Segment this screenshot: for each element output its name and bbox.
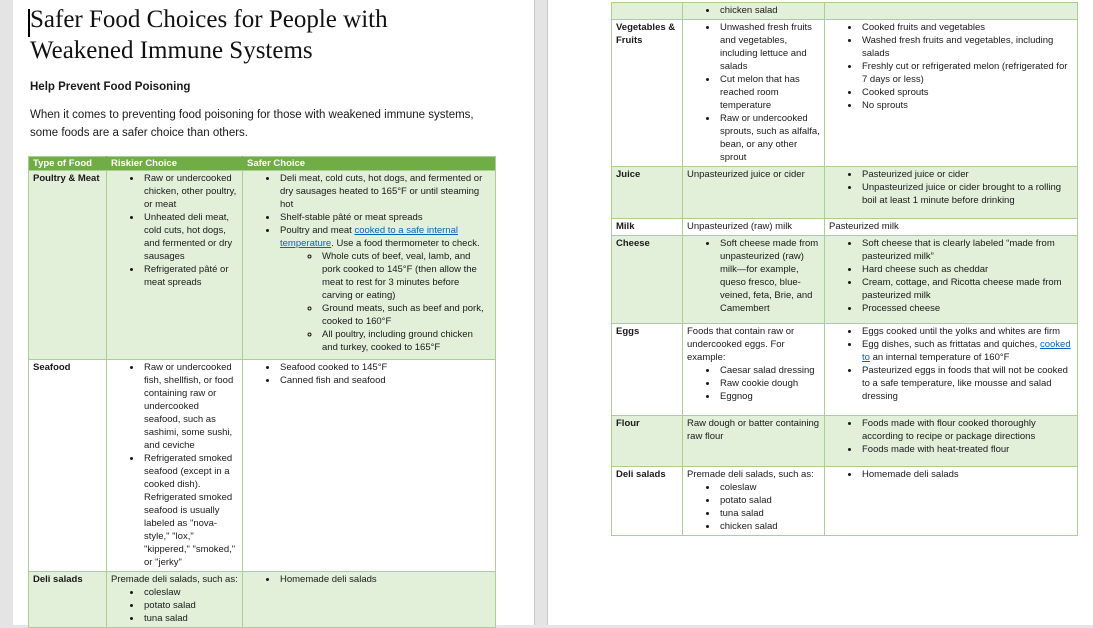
page-title: Safer Food Choices for People with Weakened Immune Systems <box>30 6 388 64</box>
document-page-1 <box>13 0 535 625</box>
bullet-item: • Cream, cottage, and Ricotta cheese made from pasteurized milk <box>860 276 1073 302</box>
riskier-cell <box>107 359 243 571</box>
bullet-item: • Foods made with flour cooked thoroughly according to recipe or package directions <box>860 417 1073 443</box>
bullet-list <box>111 361 238 569</box>
food-type-cell <box>612 3 683 20</box>
bullet-item: • Cooked fruits and vegetables <box>860 21 1073 34</box>
bullet-item: • Eggnog <box>718 390 820 403</box>
bullet-item: • Raw or undercooked chicken, other poultry, or meat <box>142 172 238 211</box>
bullet-item <box>860 338 1073 364</box>
bullet-list <box>111 586 238 625</box>
bullet-item: • Soft cheese made from unpasteurized (raw) milk—for example, queso fresco, blue-veined, feta, Brie, and Camembert <box>718 237 820 315</box>
bullet-list <box>247 361 491 387</box>
bullet-list <box>687 481 820 533</box>
table-row-seafood <box>29 359 496 571</box>
food-safety-table-page2 <box>611 2 1078 536</box>
riskier-cell <box>683 167 825 219</box>
riskier-cell <box>683 467 825 536</box>
bullet-item: • chicken salad <box>718 4 820 17</box>
bullet-item: • coleslaw <box>718 481 820 494</box>
bullet-item: • Refrigerated smoked seafood (except in a cooked dish). Refrigerated smoked seafood is usually labeled as "nova-style," "lox," "kippered," "smoked," or "jerky" <box>142 452 238 569</box>
bullet-list <box>687 364 820 403</box>
bullet-item: • Freshly cut or refrigerated melon (refrigerated for 7 days or less) <box>860 60 1073 86</box>
safer-cell <box>825 20 1078 167</box>
text-run: an internal temperature of 160°F <box>869 352 1010 363</box>
food-type-cell: Milk <box>612 219 683 236</box>
safer-cell <box>825 3 1078 20</box>
food-type-cell: Cheese <box>612 236 683 324</box>
bullet-item: • Deli meat, cold cuts, hot dogs, and fermented or dry sausages heated to 165°F or until steaming hot <box>278 172 491 211</box>
food-type-cell: Poultry & Meat <box>29 170 107 359</box>
column-header-riskier-choice: Riskier Choice <box>107 156 243 170</box>
riskier-cell <box>107 170 243 359</box>
table-row-eggs <box>612 324 1078 416</box>
table-row-milk <box>612 219 1078 236</box>
bullet-list <box>829 468 1073 481</box>
bullet-item: • Unwashed fresh fruits and vegetables, including lettuce and salads <box>718 21 820 73</box>
cell-lead-text: Raw dough or batter containing raw flour <box>687 418 820 442</box>
bullet-item: • Homemade deli salads <box>860 468 1073 481</box>
food-type-cell: Deli salads <box>29 571 107 627</box>
safer-cell <box>243 359 496 571</box>
bullet-item: • potato salad <box>142 599 238 612</box>
bullet-item: • Unheated deli meat, cold cuts, hot dogs, and fermented or dry sausages <box>142 211 238 263</box>
bullet-item: • Shelf-stable pâté or meat spreads <box>278 211 491 224</box>
bullet-item: • Soft cheese that is clearly labeled “made from pasteurized milk” <box>860 237 1073 263</box>
bullet-list <box>687 4 820 17</box>
cell-lead-text: Pasteurized milk <box>829 221 899 232</box>
table-row-poultry-meat <box>29 170 496 359</box>
food-type-cell: Eggs <box>612 324 683 416</box>
table-row-deli-salads-continued <box>612 3 1078 20</box>
safer-cell <box>243 170 496 359</box>
text-cursor <box>28 9 30 37</box>
bullet-item: ◦ Whole cuts of beef, veal, lamb, and pork cooked to 145°F (then allow the meat to rest for 3 minutes before carving or eating) <box>320 250 491 302</box>
cell-lead-text: Premade deli salads, such as: <box>111 573 238 585</box>
bullet-item: • Cut melon that has reached room temperature <box>718 73 820 112</box>
table-row-juice <box>612 167 1078 219</box>
text-run: . Use a food thermometer to check. <box>331 237 480 249</box>
cell-lead-text: Unpasteurized (raw) milk <box>687 221 793 232</box>
bullet-item: • Processed cheese <box>860 302 1073 315</box>
cell-lead-text: Unpasteurized juice or cider <box>687 169 805 180</box>
intro-paragraph: When it comes to preventing food poisoning for those with weakened immune systems, some foods are a safer choice than others. <box>30 109 474 140</box>
sub-bullet-list <box>280 250 491 354</box>
bullet-list <box>829 168 1073 207</box>
bullet-item: • Washed fresh fruits and vegetables, including salads <box>860 34 1073 60</box>
bullet-item <box>278 224 491 354</box>
bullet-list <box>687 237 820 315</box>
bullet-list <box>687 21 820 164</box>
bullet-item: • Seafood cooked to 145°F <box>278 361 491 374</box>
table-row-flour <box>612 416 1078 467</box>
riskier-cell <box>683 324 825 416</box>
bullet-item: • Hard cheese such as cheddar <box>860 263 1073 276</box>
bullet-item: • chicken salad <box>718 520 820 533</box>
bullet-item: • tuna salad <box>718 507 820 520</box>
safer-cell <box>243 571 496 627</box>
bullet-item: • Canned fish and seafood <box>278 374 491 387</box>
riskier-cell <box>683 416 825 467</box>
table-row-deli-salads-2 <box>612 467 1078 536</box>
page1-content <box>13 4 534 628</box>
food-safety-table-page1 <box>28 156 496 628</box>
bullet-item: • Eggs cooked until the yolks and whites are firm <box>860 325 1073 338</box>
document-page-2 <box>547 0 1093 625</box>
bullet-item: • Cooked sprouts <box>860 86 1073 99</box>
riskier-cell <box>107 571 243 627</box>
bullet-list <box>247 573 491 586</box>
table-row-cheese <box>612 236 1078 324</box>
hyperlink[interactable]: cooked to <box>862 339 1071 363</box>
bullet-item: • tuna salad <box>142 612 238 625</box>
bullet-item: • Refrigerated pâté or meat spreads <box>142 263 238 289</box>
text-run: Poultry and meat <box>280 224 355 236</box>
bullet-item: • No sprouts <box>860 99 1073 112</box>
bullet-item: • Raw or undercooked fish, shellfish, or food containing raw or undercooked seafood, such as sashimi, some sushi, and ceviche <box>142 361 238 452</box>
riskier-cell <box>683 219 825 236</box>
bullet-item: • Pasteurized eggs in foods that will not be cooked to a safe temperature, like mousse and salad dressing <box>860 364 1073 403</box>
bullet-list <box>829 417 1073 456</box>
cell-lead-text: Foods that contain raw or undercooked eggs. For example: <box>687 326 795 363</box>
safer-cell <box>825 219 1078 236</box>
food-type-cell: Vegetables & Fruits <box>612 20 683 167</box>
safer-cell <box>825 324 1078 416</box>
bullet-item: • Caesar salad dressing <box>718 364 820 377</box>
safer-cell <box>825 467 1078 536</box>
table-header-row <box>29 156 496 170</box>
riskier-cell <box>683 3 825 20</box>
safer-cell <box>825 236 1078 324</box>
food-type-cell: Seafood <box>29 359 107 571</box>
text-run: Egg dishes, such as frittatas and quiches, <box>862 339 1040 350</box>
section-heading: Help Prevent Food Poisoning <box>30 81 191 93</box>
bullet-item: ◦ All poultry, including ground chicken and turkey, cooked to 165°F <box>320 328 491 354</box>
safer-cell <box>825 167 1078 219</box>
cell-lead-text: Premade deli salads, such as: <box>687 469 814 480</box>
bullet-list <box>829 21 1073 112</box>
bullet-list <box>829 325 1073 403</box>
column-header-safer-choice: Safer Choice <box>243 156 496 170</box>
food-type-cell: Juice <box>612 167 683 219</box>
table-row-deli-salads <box>29 571 496 627</box>
hyperlink[interactable]: cooked to a safe internal temperature <box>280 224 458 249</box>
bullet-item: • Unpasteurized juice or cider brought to a rolling boil at least 1 minute before drinking <box>860 181 1073 207</box>
riskier-cell <box>683 236 825 324</box>
bullet-list <box>111 172 238 289</box>
column-header-type-of-food: Type of Food <box>29 156 107 170</box>
bullet-item: • Foods made with heat-treated flour <box>860 443 1073 456</box>
bullet-item: • Raw cookie dough <box>718 377 820 390</box>
bullet-item: ◦ Ground meats, such as beef and pork, cooked to 160°F <box>320 302 491 328</box>
bullet-list <box>247 172 491 354</box>
bullet-item: • coleslaw <box>142 586 238 599</box>
bullet-list <box>829 237 1073 315</box>
bullet-item: • Pasteurized juice or cider <box>860 168 1073 181</box>
table-row-vegetables-fruits <box>612 20 1078 167</box>
bullet-item: • Homemade deli salads <box>278 573 491 586</box>
bullet-item: • Raw or undercooked sprouts, such as alfalfa, bean, or any other sprout <box>718 112 820 164</box>
food-type-cell: Flour <box>612 416 683 467</box>
bullet-item: • potato salad <box>718 494 820 507</box>
safer-cell <box>825 416 1078 467</box>
riskier-cell <box>683 20 825 167</box>
food-type-cell: Deli salads <box>612 467 683 536</box>
